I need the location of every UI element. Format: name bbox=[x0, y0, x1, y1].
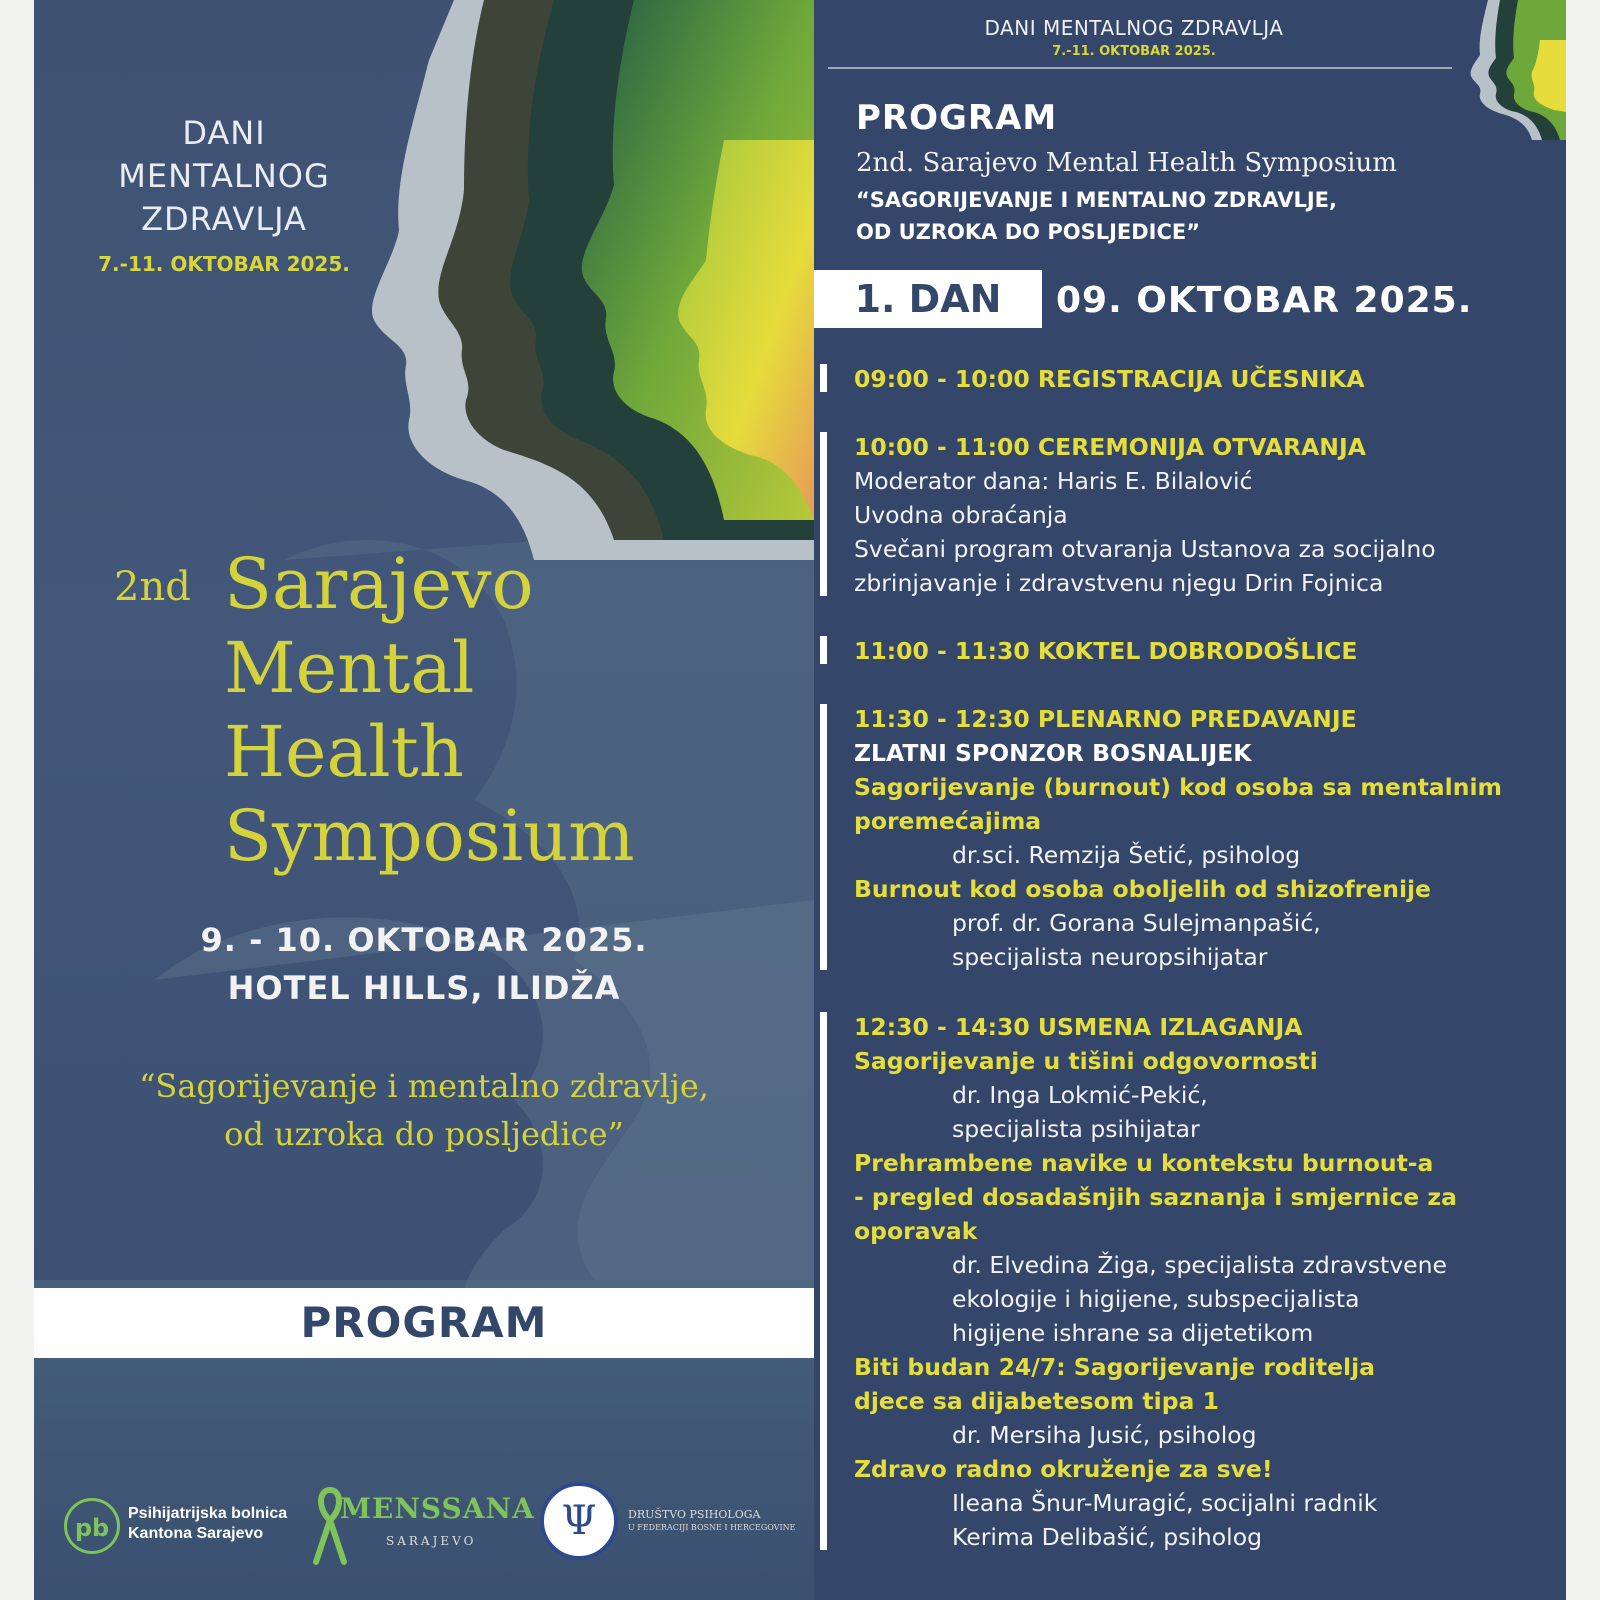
symposium-title-line: Mental bbox=[224, 627, 475, 709]
speaker: prof. dr. Gorana Sulejmanpašić, bbox=[952, 909, 1321, 937]
program-banner: PROGRAM bbox=[34, 1288, 814, 1358]
speaker: dr.sci. Remzija Šetić, psiholog bbox=[952, 841, 1301, 869]
section-marker bbox=[820, 1012, 827, 1550]
event-dates-venue bbox=[34, 916, 814, 1012]
psi-logo-line: DRUŠTVO PSIHOLOGA bbox=[628, 1508, 761, 1521]
talk-title: poremećajima bbox=[854, 807, 1042, 835]
session-time-title: 11:00 - 11:30 KOKTEL DOBRODOŠLICE bbox=[854, 637, 1358, 665]
talk-title: djece sa dijabetesom tipa 1 bbox=[854, 1387, 1219, 1415]
symposium-subtitle bbox=[856, 184, 1337, 248]
section-marker bbox=[820, 704, 827, 970]
speaker: specijalista neuropsihijatar bbox=[952, 943, 1268, 971]
symposium-name: 2nd. Sarajevo Mental Health Symposium bbox=[856, 148, 1397, 178]
session-detail: zbrinjavanje i zdravstvenu njegu Drin Fojnica bbox=[854, 569, 1384, 597]
psi-logo-line: U FEDERACIJI BOSNE I HERCEGOVINE bbox=[628, 1523, 796, 1532]
header-title: DANI MENTALNOG ZDRAVLJA bbox=[984, 16, 1284, 40]
section-marker bbox=[820, 636, 827, 664]
day-label: 1. DAN bbox=[814, 270, 1042, 328]
pb-logo-icon: pb bbox=[64, 1498, 120, 1554]
talk-title: Sagorijevanje u tišini odgovornosti bbox=[854, 1047, 1318, 1075]
talk-title: Prehrambene navike u kontekstu burnout-a bbox=[854, 1149, 1434, 1177]
day-date: 09. OKTOBAR 2025. bbox=[1056, 280, 1473, 321]
speaker: Kerima Delibašić, psiholog bbox=[952, 1523, 1262, 1551]
theme-quote-line: od uzroka do posljedice” bbox=[224, 1115, 624, 1153]
program-panel bbox=[814, 0, 1566, 1600]
dani-line: MENTALNOG bbox=[118, 157, 330, 195]
corner-faces-illustration bbox=[1458, 0, 1566, 140]
session-time-title: 11:30 - 12:30 PLENARNO PREDAVANJE bbox=[854, 705, 1357, 733]
session-time-title: 10:00 - 11:00 CEREMONIJA OTVARANJA bbox=[854, 433, 1366, 461]
dani-line: DANI bbox=[182, 114, 266, 152]
sponsor-label: ZLATNI SPONZOR BOSNALIJEK bbox=[854, 739, 1252, 767]
symposium-title-line: Health bbox=[224, 711, 464, 793]
talk-title: - pregled dosadašnjih saznanja i smjernice za bbox=[854, 1183, 1457, 1211]
menssana-logo-text: MENSSANA bbox=[340, 1492, 535, 1525]
speaker: Ileana Šnur-Muragić, socijalni radnik bbox=[952, 1489, 1378, 1517]
section-lines bbox=[854, 430, 1554, 600]
section-lines bbox=[854, 634, 1554, 668]
menssana-logo-sub: SARAJEVO bbox=[386, 1534, 477, 1548]
talk-title: Zdravo radno okruženje za sve! bbox=[854, 1455, 1273, 1483]
section-lines bbox=[854, 362, 1554, 396]
speaker: higijene ishrane sa dijetetikom bbox=[952, 1319, 1314, 1347]
session-time-title: 09:00 - 10:00 REGISTRACIJA UČESNIKA bbox=[854, 365, 1365, 393]
speaker: specijalista psihijatar bbox=[952, 1115, 1200, 1143]
section-lines bbox=[854, 1010, 1554, 1554]
talk-title: oporavak bbox=[854, 1217, 978, 1245]
header-divider bbox=[828, 67, 1452, 69]
speaker: dr. Elvedina Žiga, specijalista zdravstvene bbox=[952, 1251, 1447, 1279]
session-detail: Uvodna obraćanja bbox=[854, 501, 1068, 529]
talk-title: Biti budan 24/7: Sagorijevanje roditelja bbox=[854, 1353, 1376, 1381]
dani-line: ZDRAVLJA bbox=[141, 200, 307, 238]
header-date: 7.-11. OKTOBAR 2025. bbox=[1052, 44, 1216, 59]
event-dates: 9. - 10. OKTOBAR 2025. bbox=[200, 921, 648, 959]
speaker: dr. Inga Lokmić-Pekić, bbox=[952, 1081, 1208, 1109]
symposium-title-line: Sarajevo bbox=[224, 543, 534, 625]
speaker: dr. Mersiha Jusić, psiholog bbox=[952, 1421, 1257, 1449]
speaker: ekologije i higijene, subspecijalista bbox=[952, 1285, 1360, 1313]
symposium-subtitle-line: OD UZROKA DO POSLJEDICE” bbox=[856, 220, 1201, 244]
cover-panel bbox=[34, 0, 814, 1600]
talk-title: Burnout kod osoba oboljelih od shizofrenije bbox=[854, 875, 1431, 903]
section-lines bbox=[854, 702, 1554, 974]
session-time-title: 12:30 - 14:30 USMENA IZLAGANJA bbox=[854, 1013, 1303, 1041]
symposium-title-line: Symposium bbox=[224, 795, 635, 877]
theme-quote-line: “Sagorijevanje i mentalno zdravlje, bbox=[139, 1067, 709, 1105]
talk-title: Sagorijevanje (burnout) kod osoba sa mentalnim bbox=[854, 773, 1502, 801]
psi-logo-text bbox=[628, 1508, 795, 1534]
partner-logos bbox=[34, 1478, 814, 1578]
session-detail: Moderator dana: Haris E. Bilalović bbox=[854, 467, 1253, 495]
session-detail: Svečani program otvaranja Ustanova za socijalno bbox=[854, 535, 1436, 563]
section-marker bbox=[820, 432, 827, 596]
pb-logo-line: Kantona Sarajevo bbox=[128, 1525, 264, 1542]
symposium-subtitle-line: “SAGORIJEVANJE I MENTALNO ZDRAVLJE, bbox=[856, 188, 1337, 212]
psi-logo-icon: Ψ bbox=[540, 1482, 618, 1560]
program-heading: PROGRAM bbox=[856, 98, 1058, 138]
pb-logo-text bbox=[128, 1504, 287, 1544]
dani-title bbox=[74, 112, 374, 241]
symposium-ordinal: 2nd bbox=[114, 564, 191, 610]
pb-logo-line: Psihijatrijska bolnica bbox=[128, 1505, 288, 1522]
section-marker bbox=[820, 364, 827, 392]
event-venue: HOTEL HILLS, ILIDŽA bbox=[227, 969, 621, 1007]
theme-quote bbox=[34, 1062, 814, 1158]
dani-date: 7.-11. OKTOBAR 2025. bbox=[98, 252, 350, 276]
